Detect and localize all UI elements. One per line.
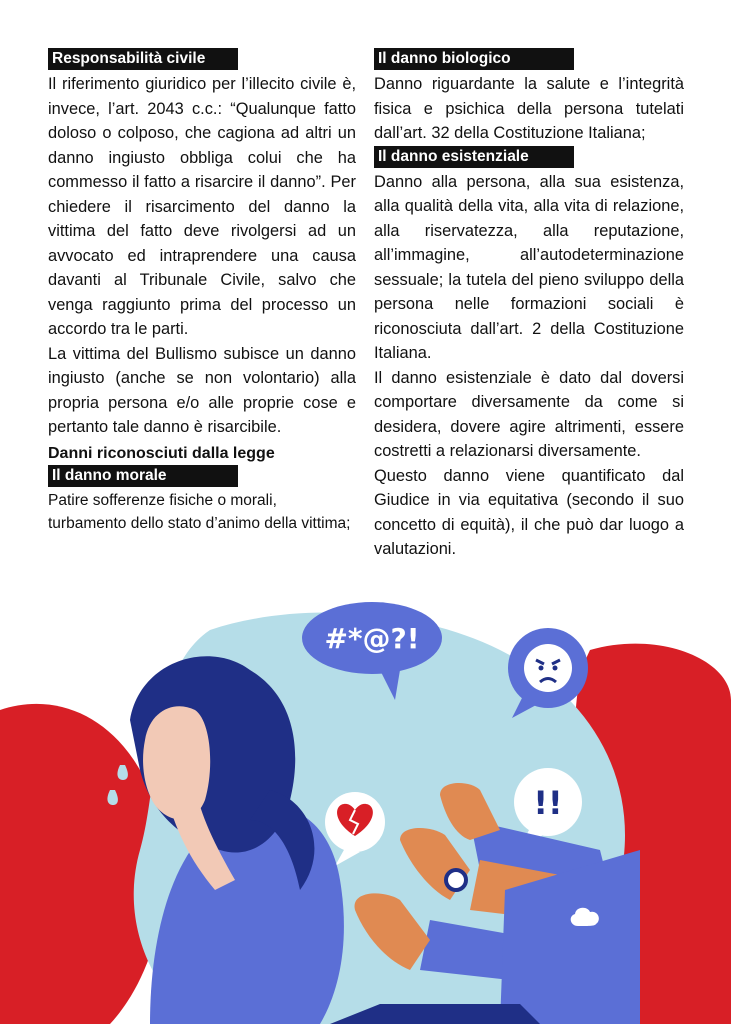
danno-morale-heading: Il danno morale — [48, 465, 238, 487]
curse-symbols: #*@?! — [324, 622, 420, 655]
responsabilita-civile-heading: Responsabilità civile — [48, 48, 238, 70]
cyberbullying-illustration — [0, 590, 731, 1024]
danno-esistenziale-heading: Il danno esistenziale — [374, 146, 574, 168]
danno-esistenziale-text: Danno alla persona, alla sua esistenza, alla qualità della vita, alla vita di relazione, alla riservatezza, alla reputazione, all’immagine, all’autodeterminazione sessuale; la tutela del pieno sviluppo della persona nelle formazioni sociali è riconosciuta dall’art. 2 della Costituzione Italiana. — [374, 172, 684, 362]
right-column — [374, 48, 684, 562]
left-column — [48, 48, 356, 535]
danno-morale-text: Patire sofferenze fisiche o morali, turbamento dello stato d’animo della vittima; — [48, 491, 351, 532]
watch-icon — [446, 870, 466, 890]
responsabilita-civile-text: Il riferimento giuridico per l’illecito civile è, invece, l’art. 2043 c.c.: “Qualunque fatto doloso o colposo, che cagiona ad altri un danno ingiusto obbliga colui che ha commesso il fatto a risarcire il danno”. Per chiedere il risarcimento del danno la vittima del fatto deve rivolgersi ad un avvocato ed intraprendere una causa davanti al Tribunale Civile, salvo che venga raggiunto prima del processo un accordo tra le parti. — [48, 75, 356, 338]
vittima-bullismo-text: La vittima del Bullismo subisce un danno ingiusto (anche se non volontario) alla propria persona e/o alle proprie cose e pertanto tale danno è risarcibile. — [48, 344, 356, 436]
angry-face-bubble — [508, 628, 588, 718]
quantificazione-text: Questo danno viene quantificato dal Giudice in via equitativa (secondo il suo concetto di equità), il che può dar luogo a valutazioni. — [374, 466, 684, 558]
danno-biologico-heading: Il danno biologico — [374, 48, 574, 70]
danno-esistenziale-text-2: Il danno esistenziale è dato dal doversi comportare diversamente da come si desidera, dovere agire altrimenti, essere costretti a relazionarsi diversamente. — [374, 368, 684, 460]
danno-biologico-text: Danno riguardante la salute e l’integrità fisica e psichica della persona tutelati dall’art. 32 della Costituzione Italiana; — [374, 75, 684, 142]
danni-riconosciuti-subheading: Danni riconosciuti dalla legge — [48, 444, 275, 462]
exclamation-marks: !! — [533, 784, 563, 822]
